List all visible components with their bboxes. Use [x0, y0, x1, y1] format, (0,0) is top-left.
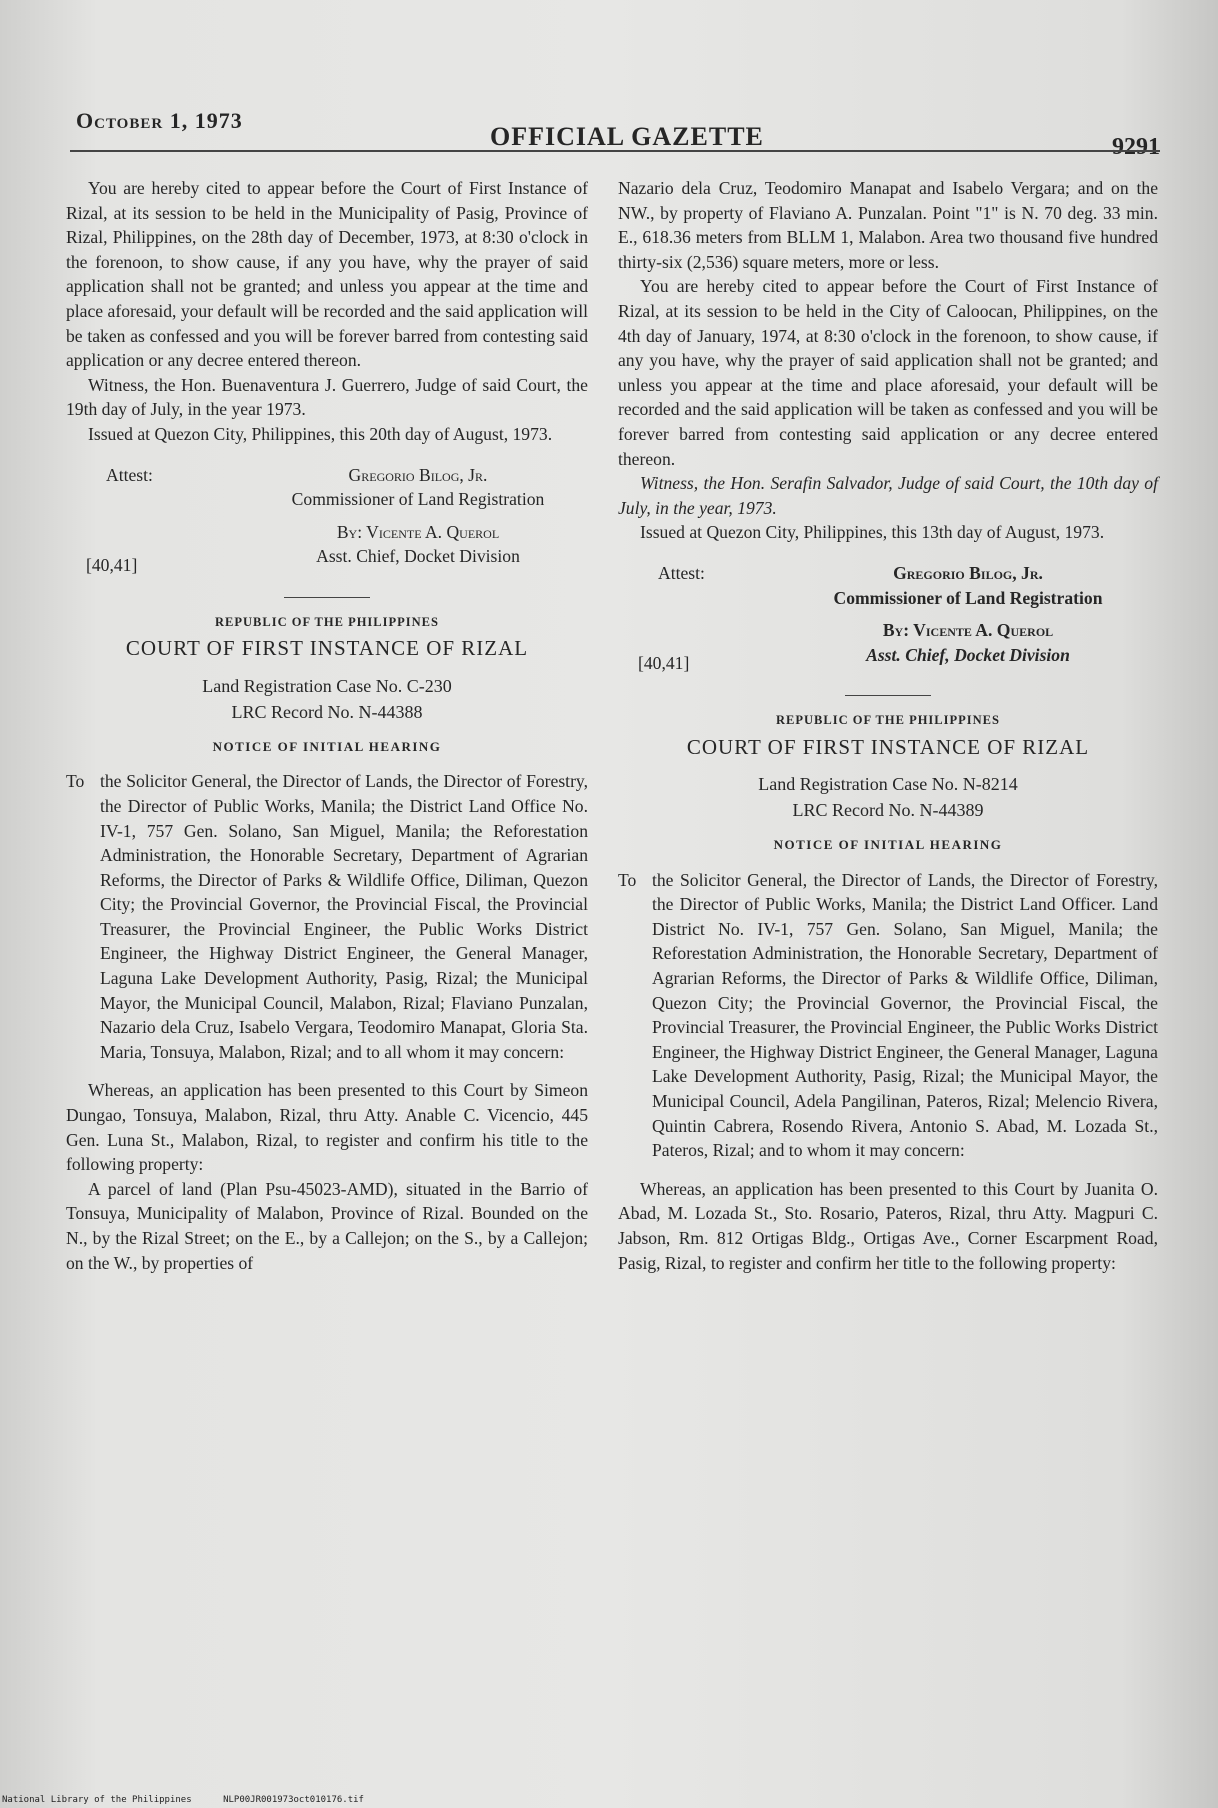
issued-paragraph: Issued at Quezon City, Philippines, this 20th day of August, 1973.: [88, 423, 553, 444]
publication-title: OFFICIAL GAZETTE: [490, 122, 764, 151]
witness-paragraph: Witness, the Hon. Serafin Salvador, Judge of said Court, the 10th day of July, in the year, 1973.: [618, 473, 1158, 518]
scan-filename: NLP00JR001973oct010176.tif: [223, 1795, 364, 1805]
section-divider: [845, 695, 931, 696]
parcel-description: A parcel of land (Plan Psu-45023-AMD), situated in the Barrio of Tonsuya, Municipality of Malabon, Province of Rizal. Bounded on the N., by the Rizal Street; on the E., by a Callejon; on the S., by a Callejon; on the W., by properties of: [66, 1178, 588, 1273]
page-header: [70, 104, 1160, 164]
signature-block: [248, 463, 588, 569]
whereas-paragraph: Whereas, an application has been presented to this Court by Simeon Dungao, Tonsuya, Malabon, Rizal, thru Atty. Anable C. Vicencio, 445 Gen. Luna St., Malabon, Rizal, to register and confirm his title to the following property:: [66, 1080, 588, 1175]
issue-date: October 1, 1973: [76, 108, 243, 133]
to-label: To: [66, 771, 85, 792]
signatory-title: Commissioner of Land Registration: [833, 587, 1103, 608]
addressee-list: the Solicitor General, the Director of Lands, the Director of Forestry, the Director of Public Works, Manila; the District Land Office No. IV-1, 757 Gen. Solano, San Miguel, Manila; the Reforestation Administration, the Honorable Secretary, Department of Agrarian Reforms, the Director of Parks & Wildlife Office, Diliman, Quezon City; the Provincial Governor, the Provincial Fiscal, the Provincial Treasurer, the Provincial Engineer, the Public Works District Engineer, the Highway District Engineer, the General Manager, Laguna Lake Development Authority, Pasig, Rizal; the Municipal Mayor, the Municipal Council, Malabon, Rizal; Flaviano Punzalan, Nazario dela Cruz, Isabelo Vergara, Teodomiro Manapat, Gloria Sta. Maria, Tonsuya, Malabon, Rizal; and to all whom it may concern:: [100, 771, 588, 1062]
citation-paragraph: You are hereby cited to appear before the Court of First Instance of Rizal, at its session to be held in the City of Caloocan, Philippines, on the 4th day of January, 1974, at 8:30 o'clock in the forenoon, to show cause, if any you have, why the prayer of said application shall not be granted; and unless you appear at the time and place aforesaid, your default will be recorded and the said application will be taken as confessed and you will be forever barred from contesting said application or any decree entered thereon.: [618, 276, 1158, 469]
attestation-block: [618, 561, 1158, 681]
whereas-paragraph: Whereas, an application has been presented to this Court by Juanita O. Abad, M. Lozada St., Sto. Rosario, Pateros, Rizal, thru Atty. Magpuri C. Jabson, Rm. 812 Ortigas Bldg., Ortigas Ave., Corner Escarpment Road, Pasig, Rizal, to register and confirm her title to the following property:: [618, 1178, 1158, 1273]
right-column: [618, 176, 1158, 1275]
case-number: Land Registration Case No. C-230: [202, 675, 452, 696]
page-number: 9291: [1112, 134, 1160, 160]
signatory-title: Commissioner of Land Registration: [291, 489, 545, 510]
notice-heading: NOTICE OF INITIAL HEARING: [773, 837, 1003, 853]
scan-footer: [2, 1795, 390, 1805]
notice-code: [40,41]: [638, 652, 690, 673]
by-name: By: Vicente A. Querol: [882, 620, 1054, 641]
addressee-list: the Solicitor General, the Director of Lands, the Director of Forestry, the Director of Public Works, Manila; the District Land Officer. Land District No. IV-1, 757 Gen. Solano, San Miguel, Manila; the Reforestation Administration, the Honorable Secretary, Department of Agrarian Reforms, the Director of Parks & Wildlife Office, Diliman, Quezon City; the Provincial Governor, the Provincial Fiscal, the Provincial Treasurer, the Provincial Engineer, the Public Works District Engineer, the Highway District Engineer, the General Manager, Laguna Lake Development Authority, Pasig, Rizal; the Municipal Mayor, the Municipal Council, Adela Pangilinan, Pateros, Rizal; Melencio Rivera, Quintin Cabrera, Rosendo Rivera, Antonio S. Abad, M. Lozada St., Pateros, Rizal; and to whom it may concern:: [652, 869, 1158, 1161]
republic-heading: REPUBLIC OF THE PHILIPPINES: [215, 614, 439, 629]
attest-label: Attest:: [106, 464, 153, 485]
signatory-name: Gregorio Bilog, Jr.: [348, 464, 488, 485]
republic-heading: REPUBLIC OF THE PHILIPPINES: [776, 712, 1000, 727]
header-rule: [70, 150, 1160, 152]
signature-block: [778, 561, 1158, 667]
property-continuation: Nazario dela Cruz, Teodomiro Manapat and Isabelo Vergara; and on the NW., by property of Flaviano A. Punzalan. Point "1" is N. 70 deg. 33 min. E., 618.36 meters from BLLM 1, Malabon. Area two thousand five hundred thirty-six (2,536) square meters, more or less.: [618, 178, 1158, 272]
addressees: [618, 868, 1158, 1163]
attest-label: Attest:: [658, 562, 705, 583]
attestation-block: [66, 463, 588, 583]
by-title: Asst. Chief, Docket Division: [866, 644, 1070, 665]
court-heading: COURT OF FIRST INSTANCE OF RIZAL: [686, 734, 1090, 759]
record-number: LRC Record No. N-44389: [792, 800, 984, 821]
notice-code: [40,41]: [86, 554, 138, 575]
library-credit: National Library of the Philippines: [2, 1795, 192, 1805]
record-number: LRC Record No. N-44388: [231, 701, 423, 722]
issued-paragraph: Issued at Quezon City, Philippines, this 13th day of August, 1973.: [640, 522, 1105, 543]
witness-paragraph: Witness, the Hon. Buenaventura J. Guerrero, Judge of said Court, the 19th day of July, in the year 1973.: [66, 374, 588, 420]
by-title: Asst. Chief, Docket Division: [316, 546, 520, 567]
signatory-name: Gregorio Bilog, Jr.: [893, 562, 1043, 583]
left-column: [66, 176, 588, 1275]
citation-paragraph: You are hereby cited to appear before the Court of First Instance of Rizal, at its session to be held in the Municipality of Pasig, Province of Rizal, Philippines, on the 28th day of December, 1973, at 8:30 o'clock in the forenoon, to show cause, if any you have, why the prayer of said application shall not be granted; and unless you appear at the time and place aforesaid, your default will be recorded and the said application will be taken as confessed and you will be forever barred from contesting said application or any decree entered thereon.: [66, 178, 588, 371]
by-name: By: Vicente A. Querol: [336, 521, 500, 542]
case-number: Land Registration Case No. N-8214: [758, 774, 1018, 795]
court-heading: COURT OF FIRST INSTANCE OF RIZAL: [125, 636, 529, 661]
notice-heading: NOTICE OF INITIAL HEARING: [212, 738, 442, 754]
section-divider: [284, 597, 370, 598]
to-label: To: [618, 869, 637, 890]
addressees: [66, 769, 588, 1064]
